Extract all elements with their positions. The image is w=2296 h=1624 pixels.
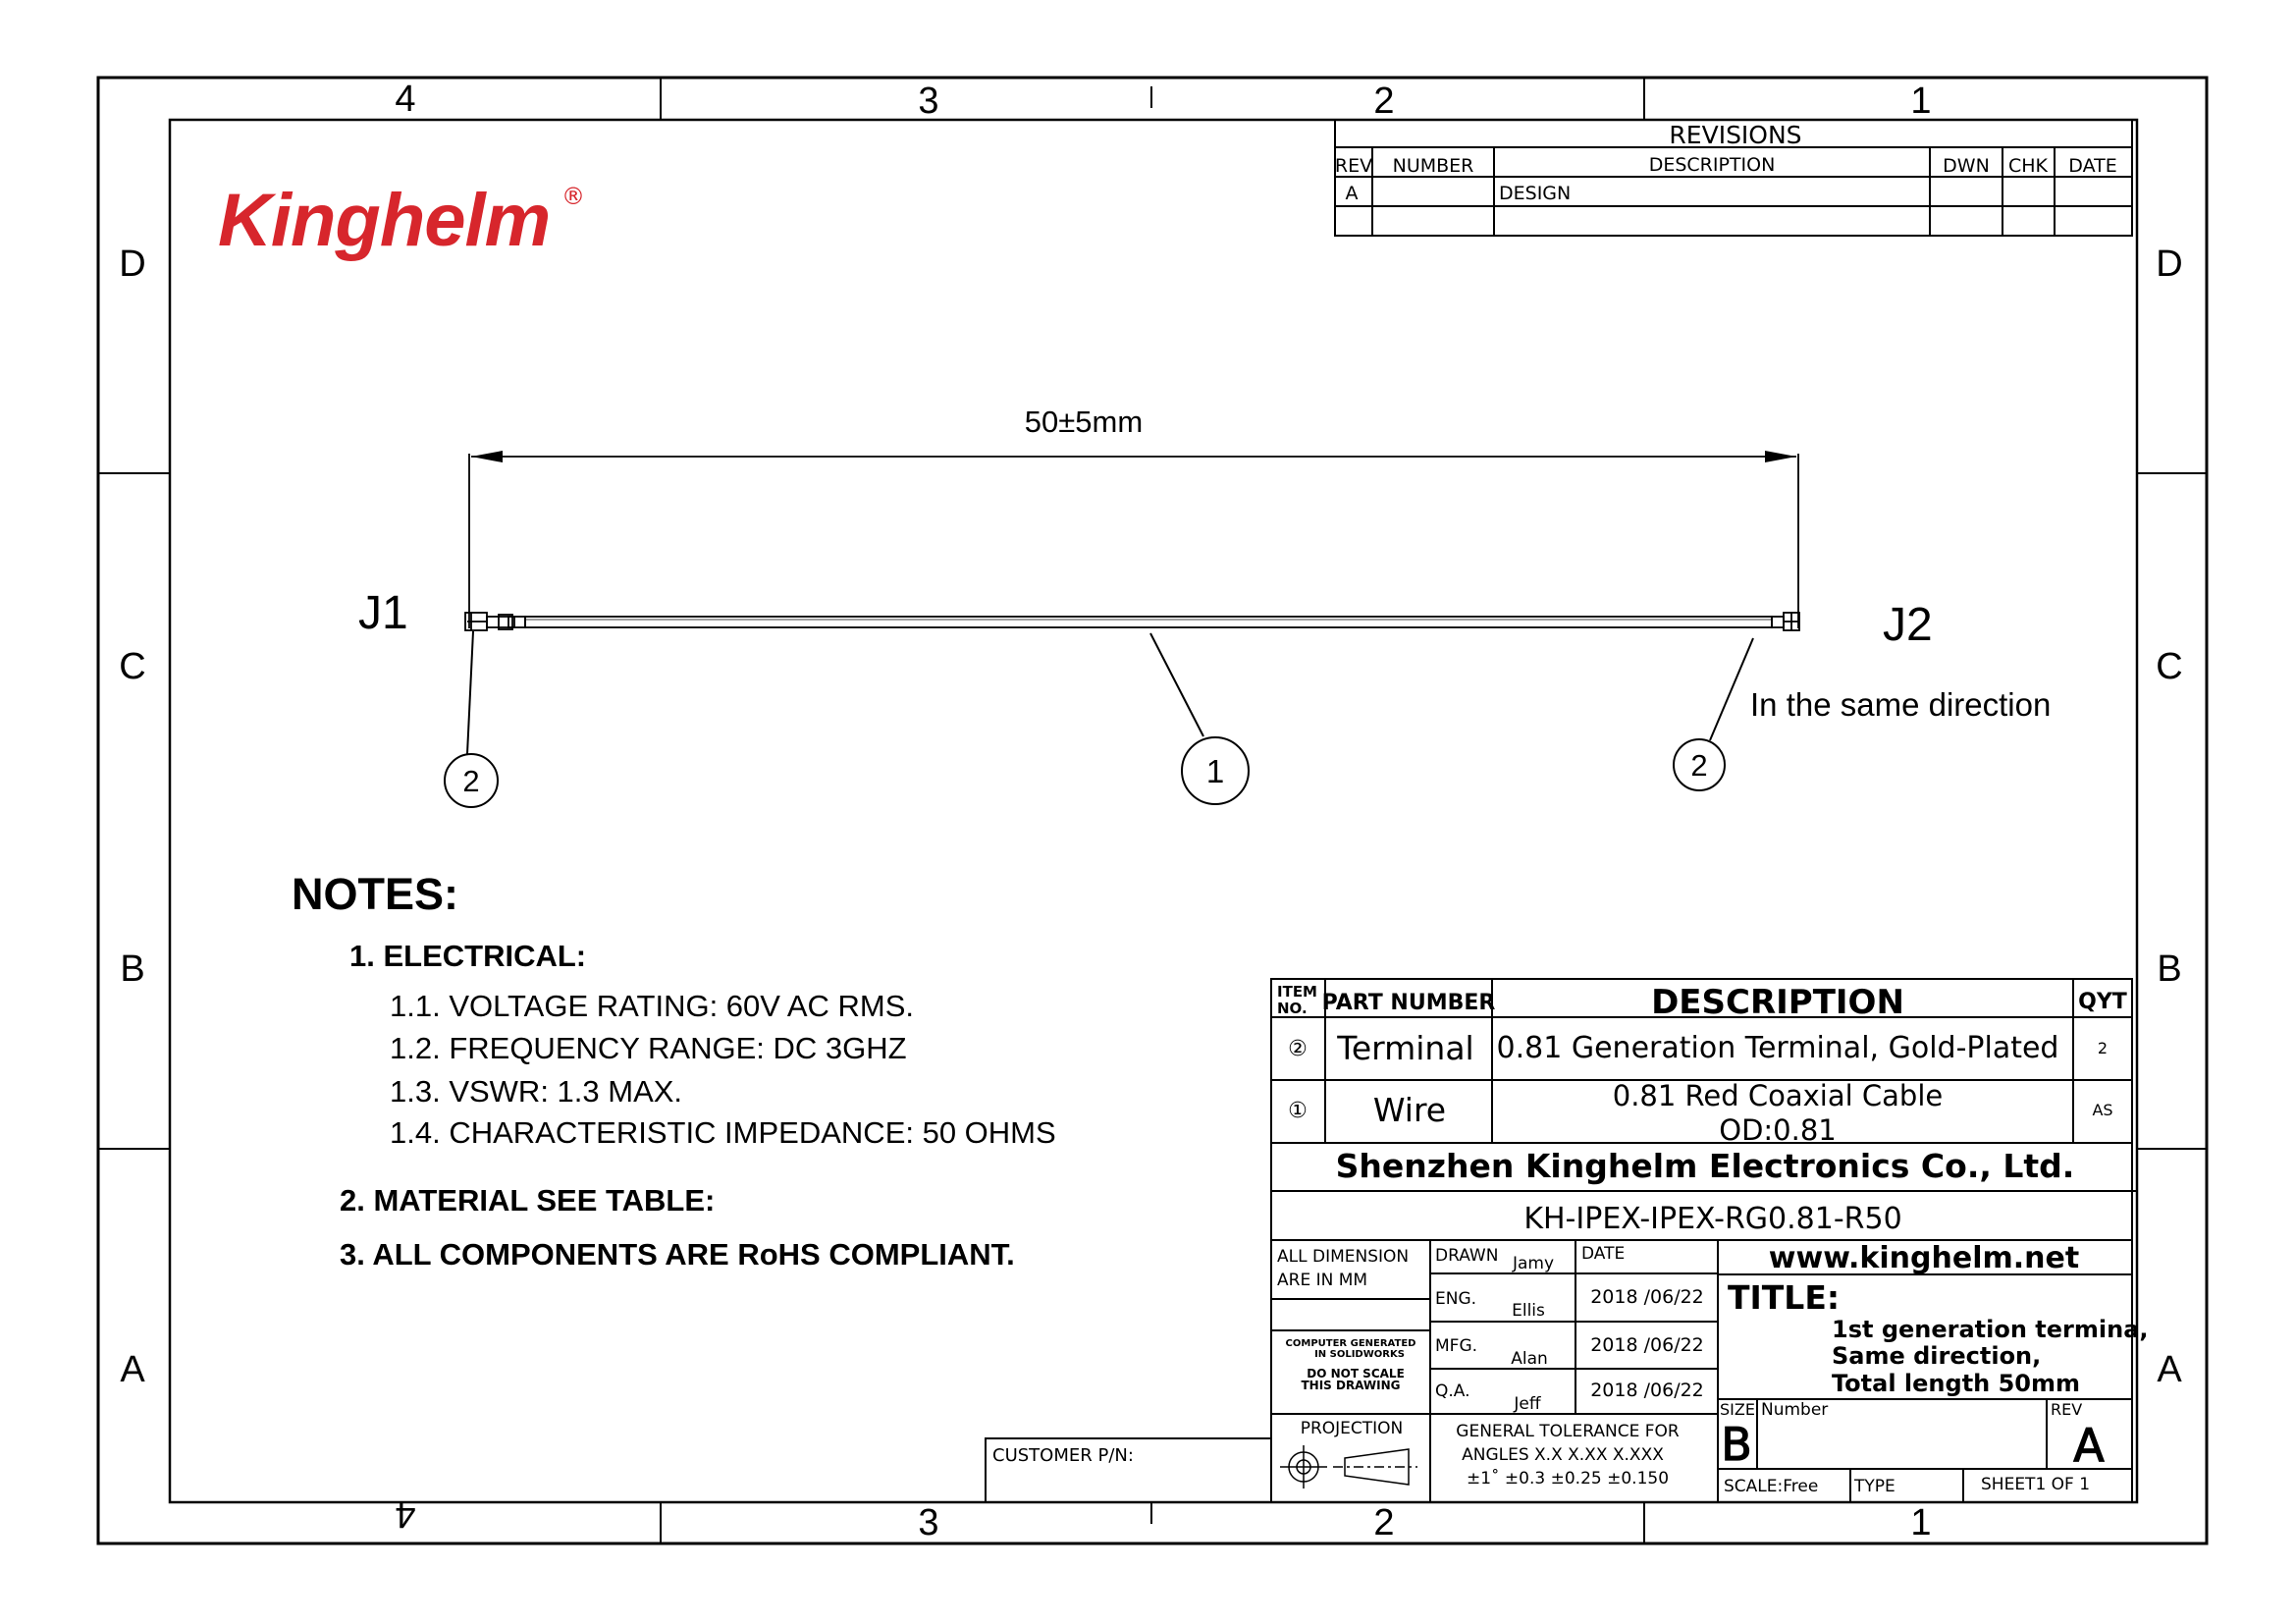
dimension-line — [469, 454, 1798, 628]
balloon-leaders — [467, 631, 1753, 754]
bom-row-1-part: Terminal — [1337, 1029, 1474, 1067]
zone-row-right-b: B — [2157, 948, 2182, 990]
balloon-left-number: 2 — [462, 764, 480, 798]
notes-item-2: 1.2. FREQUENCY RANGE: DC 3GHZ — [390, 1031, 907, 1065]
revisions-table — [1335, 120, 2132, 236]
size-value: B — [1721, 1418, 1752, 1471]
bom-header-item-2: NO. — [1277, 1000, 1308, 1017]
dimension-arrow-right — [1765, 451, 1796, 462]
computer-generated-line-2: IN SOLIDWORKS — [1314, 1349, 1405, 1360]
tolerance-line-3: ±1˚ ±0.3 ±0.25 ±0.150 — [1466, 1469, 1670, 1489]
qa-name: Jeff — [1514, 1394, 1541, 1414]
type-label: TYPE — [1854, 1477, 1896, 1496]
zone-col-top-4: 4 — [395, 79, 416, 120]
tolerance-line-1: GENERAL TOLERANCE FOR — [1456, 1422, 1680, 1441]
all-dimension-line-1: ALL DIMENSION — [1277, 1247, 1410, 1267]
zone-col-bottom-2: 2 — [1373, 1502, 1395, 1543]
direction-note: In the same direction — [1750, 686, 2052, 723]
qa-date: 2018 /06/22 — [1590, 1380, 1704, 1401]
bom-row-2-description-line-1: 0.81 Red Coaxial Cable — [1612, 1079, 1944, 1112]
computer-generated-line-1: COMPUTER GENERATED — [1285, 1338, 1416, 1349]
zone-row-left-d: D — [119, 244, 146, 285]
title-block — [986, 1143, 2149, 1502]
mfg-label: MFG. — [1435, 1336, 1478, 1356]
title-label: TITLE: — [1728, 1278, 1841, 1317]
bom-header-part-number: PART NUMBER — [1321, 991, 1496, 1015]
bom-row-1-qty: 2 — [2097, 1039, 2109, 1057]
balloon-right-number: 2 — [1690, 748, 1708, 783]
bom-header-item-1: ITEM — [1277, 983, 1317, 1001]
terminal-j2 — [1772, 613, 1799, 630]
title-line-2: Same direction, — [1832, 1342, 2042, 1370]
bom-row-1-description: 0.81 Generation Terminal, Gold-Plated — [1496, 1031, 2059, 1065]
mfg-name: Alan — [1511, 1349, 1548, 1369]
rev-value: A — [2073, 1419, 2105, 1472]
projection-symbol-icon — [1280, 1445, 1417, 1489]
mfg-date: 2018 /06/22 — [1590, 1334, 1704, 1356]
notes-section — [292, 869, 1056, 1272]
company-name: Shenzhen Kinghelm Electronics Co., Ltd. — [1335, 1147, 2075, 1185]
projection-label: PROJECTION — [1300, 1419, 1404, 1438]
terminal-j1 — [465, 613, 525, 630]
title-line-1: 1st generation termina, — [1832, 1316, 2149, 1343]
bom-table — [1271, 979, 2132, 1147]
dimension-label: 50±5mm — [1024, 405, 1144, 439]
website: www.kinghelm.net — [1768, 1241, 2080, 1275]
balloon-middle-number: 1 — [1205, 753, 1225, 789]
j1-label: J1 — [358, 587, 408, 639]
zone-row-left-b: B — [120, 948, 145, 990]
logo-registered-mark: ® — [561, 183, 585, 210]
drawn-name: Jamy — [1512, 1254, 1555, 1273]
revisions-header-description: DESCRIPTION — [1648, 154, 1776, 176]
zone-row-right-a: A — [2157, 1349, 2182, 1390]
cable-drawing — [358, 405, 2051, 807]
number-label: Number — [1761, 1400, 1829, 1420]
revisions-header-date: DATE — [2068, 155, 2117, 177]
qa-label: Q.A. — [1435, 1381, 1470, 1401]
logo-text: Kinghelm — [218, 179, 551, 262]
zone-row-right-d: D — [2156, 244, 2183, 285]
dimension-arrow-left — [471, 451, 503, 462]
coaxial-cable — [525, 617, 1772, 627]
kinghelm-logo — [218, 179, 585, 262]
notes-title: NOTES: — [292, 869, 459, 919]
notes-material: 2. MATERIAL SEE TABLE: — [340, 1183, 716, 1218]
revisions-header-chk: CHK — [2007, 155, 2049, 177]
zone-col-top-3: 3 — [918, 81, 939, 122]
bom-header-qty: QYT — [2078, 990, 2127, 1014]
bom-row-2-qty: AS — [2092, 1101, 2113, 1119]
eng-date: 2018 /06/22 — [1590, 1286, 1704, 1308]
notes-item-4: 1.4. CHARACTERISTIC IMPEDANCE: 50 OHMS — [390, 1115, 1056, 1150]
bom-row-2-item: ① — [1288, 1099, 1308, 1123]
size-label: SIZE — [1720, 1400, 1755, 1419]
eng-label: ENG. — [1435, 1289, 1477, 1309]
part-code: KH-IPEX-IPEX-RG0.81-R50 — [1523, 1202, 1902, 1236]
scale-label: SCALE:Free — [1724, 1477, 1819, 1496]
revisions-header-rev: REV — [1334, 155, 1373, 177]
notes-item-1: 1.1. VOLTAGE RATING: 60V AC RMS. — [390, 989, 915, 1023]
bom-row-2-description-line-2: OD:0.81 — [1719, 1113, 1837, 1147]
zone-row-left-c: C — [119, 646, 146, 687]
revision-row-rev: A — [1345, 183, 1359, 204]
zone-col-bottom-1: 1 — [1910, 1502, 1932, 1543]
bom-header-description: DESCRIPTION — [1651, 983, 1904, 1022]
revisions-header-number: NUMBER — [1392, 155, 1474, 177]
zone-row-left-a: A — [120, 1349, 145, 1390]
date-label: DATE — [1581, 1244, 1626, 1264]
all-dimension-line-2: ARE IN MM — [1277, 1271, 1368, 1290]
bom-row-2-part: Wire — [1372, 1091, 1447, 1129]
zone-col-top-2: 2 — [1373, 81, 1395, 122]
customer-pn-label: CUSTOMER P/N: — [992, 1445, 1134, 1466]
sheet-label: SHEET1 OF 1 — [1981, 1475, 2091, 1494]
title-line-3: Total length 50mm — [1832, 1370, 2081, 1397]
notes-rohs: 3. ALL COMPONENTS ARE RoHS COMPLIANT. — [340, 1237, 1015, 1272]
notes-item-3: 1.3. VSWR: 1.3 MAX. — [390, 1074, 683, 1109]
zone-col-top-1: 1 — [1910, 81, 1932, 122]
zone-col-bottom-4: 4 — [395, 1493, 416, 1535]
do-not-scale-line-2: THIS DRAWING — [1301, 1379, 1401, 1392]
balloon-right — [1674, 739, 1725, 790]
notes-electrical: 1. ELECTRICAL: — [349, 939, 587, 973]
balloon-middle — [1182, 737, 1249, 804]
tolerance-line-2: ANGLES X.X X.XX X.XXX — [1462, 1445, 1664, 1465]
revisions-header-dwn: DWN — [1943, 155, 1990, 177]
do-not-scale-line-1: DO NOT SCALE — [1307, 1367, 1405, 1380]
rev-label: REV — [2051, 1400, 2083, 1419]
j2-label: J2 — [1883, 599, 1933, 651]
zone-row-right-c: C — [2156, 646, 2183, 687]
drawn-label: DRAWN — [1435, 1246, 1499, 1266]
zone-col-bottom-3: 3 — [918, 1502, 939, 1543]
revisions-title: REVISIONS — [1669, 121, 1802, 149]
revision-row-description: DESIGN — [1499, 183, 1572, 204]
bom-row-1-item: ② — [1288, 1037, 1308, 1061]
balloon-left — [445, 754, 498, 807]
eng-name: Ellis — [1512, 1301, 1545, 1321]
